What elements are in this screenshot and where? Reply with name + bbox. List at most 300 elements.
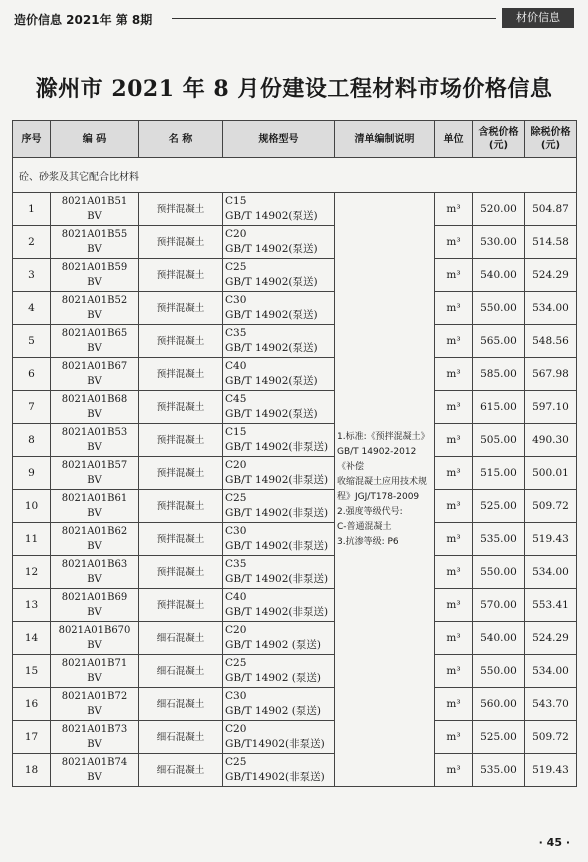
cell-unit [435, 424, 473, 457]
cell-pretax-price [525, 424, 577, 457]
cell-index-line: 18 [24, 763, 39, 776]
cell-note [335, 193, 435, 787]
cell-index-line: 16 [24, 697, 39, 710]
cell-unit [435, 754, 473, 787]
cell-spec-line: GB/T 14902(非泵送) [225, 441, 329, 453]
cell-code [51, 325, 139, 358]
cell-unit [435, 523, 473, 556]
cell-pretax-price-line: 500.01 [532, 466, 569, 479]
cell-pretax-price-line: 524.29 [532, 631, 569, 644]
cell-spec [223, 424, 335, 457]
cell-name-line: 细石混凝土 [156, 764, 205, 776]
cell-spec-line: C20 [225, 459, 247, 471]
cell-tax-price-line: 565.00 [480, 334, 517, 347]
cell-name [139, 391, 223, 424]
cell-pretax-price [525, 292, 577, 325]
cell-tax-price [473, 556, 525, 589]
cell-spec-line: GB/T 14902(泵送) [225, 309, 318, 321]
cell-pretax-price-line: 548.56 [532, 334, 569, 347]
cell-index [13, 292, 51, 325]
cell-name [139, 655, 223, 688]
cell-name [139, 358, 223, 391]
cell-code-line: BV [87, 409, 102, 420]
cell-index-line: 11 [24, 532, 39, 545]
cell-index-line: 9 [28, 466, 35, 479]
cell-code-line: BV [87, 607, 102, 618]
cell-code [51, 622, 139, 655]
cell-index [13, 523, 51, 556]
cell-spec-line: C35 [225, 558, 247, 570]
table-header-row [13, 121, 577, 158]
cell-code-line: 8021A01B65 [61, 328, 128, 339]
cell-index [13, 226, 51, 259]
cell-name [139, 754, 223, 787]
cell-index [13, 490, 51, 523]
cell-pretax-price [525, 622, 577, 655]
cell-unit-line: m³ [446, 235, 461, 248]
cell-spec [223, 523, 335, 556]
cell-tax-price [473, 721, 525, 754]
cell-spec-line: C25 [225, 756, 247, 768]
cell-index-line: 14 [24, 631, 39, 644]
note-line: 收缩混凝土应用技术规 [337, 476, 428, 487]
cell-pretax-price-line: 490.30 [532, 433, 569, 446]
cell-name-line: 细石混凝土 [156, 698, 205, 710]
cell-name [139, 589, 223, 622]
cell-unit-line: m³ [446, 301, 461, 314]
cell-tax-price [473, 523, 525, 556]
table-row [13, 523, 577, 556]
cell-pretax-price [525, 754, 577, 787]
cell-name-line: 细石混凝土 [156, 665, 205, 677]
cell-spec-line: C35 [225, 327, 247, 339]
cell-spec-line: GB/T 14902(非泵送) [225, 573, 329, 585]
cell-name-line: 预拌混凝土 [156, 368, 205, 380]
cell-code [51, 457, 139, 490]
cell-index [13, 721, 51, 754]
cell-pretax-price-line: 534.00 [532, 565, 569, 578]
cell-unit [435, 589, 473, 622]
table-row [13, 655, 577, 688]
cell-index-line: 7 [28, 400, 35, 413]
cell-index [13, 193, 51, 226]
section-badge: 材价信息 [502, 8, 574, 28]
cell-pretax-price-line: 514.58 [532, 235, 569, 248]
cell-tax-price-line: 530.00 [480, 235, 517, 248]
cell-tax-price-line: 525.00 [480, 499, 517, 512]
cell-code-line: 8021A01B69 [61, 592, 128, 603]
cell-index [13, 424, 51, 457]
cell-index [13, 325, 51, 358]
cell-spec-line: GB/T 14902 (泵送) [225, 672, 321, 684]
cell-name [139, 556, 223, 589]
cell-unit [435, 490, 473, 523]
cell-pretax-price [525, 655, 577, 688]
cell-pretax-price [525, 688, 577, 721]
cell-code-line: BV [87, 310, 102, 321]
cell-spec-line: C15 [225, 426, 247, 438]
cell-code-line: BV [87, 772, 102, 783]
cell-spec-line: C25 [225, 261, 247, 273]
cell-tax-price-line: 520.00 [480, 202, 517, 215]
cell-code-line: BV [87, 244, 102, 255]
cell-code [51, 358, 139, 391]
cell-spec-line: GB/T14902(非泵送) [225, 771, 325, 783]
cell-index [13, 457, 51, 490]
cell-unit-line: m³ [446, 730, 461, 743]
cell-spec [223, 622, 335, 655]
col-header-tax-price: 含税价格(元) [473, 121, 525, 158]
cell-tax-price-line: 550.00 [480, 664, 517, 677]
cell-name-line: 预拌混凝土 [156, 500, 205, 512]
cell-pretax-price [525, 457, 577, 490]
cell-index [13, 589, 51, 622]
cell-code [51, 688, 139, 721]
cell-spec [223, 655, 335, 688]
cell-name-line: 预拌混凝土 [156, 599, 205, 611]
table-row [13, 424, 577, 457]
cell-unit [435, 721, 473, 754]
issue-label: 造价信息 2021年 第 8期 [14, 13, 153, 27]
cell-code-line: 8021A01B61 [61, 493, 128, 504]
cell-index [13, 622, 51, 655]
cell-tax-price [473, 292, 525, 325]
table-row [13, 226, 577, 259]
cell-code-line: 8021A01B55 [61, 229, 128, 240]
cell-tax-price-line: 515.00 [480, 466, 517, 479]
cell-code-line: BV [87, 739, 102, 750]
cell-spec-line: C30 [225, 294, 247, 306]
cell-index-line: 10 [24, 499, 39, 512]
cell-pretax-price [525, 490, 577, 523]
cell-code [51, 292, 139, 325]
cell-unit-line: m³ [446, 268, 461, 281]
running-header [14, 8, 574, 30]
cell-spec-line: C45 [225, 393, 247, 405]
cell-pretax-price [525, 193, 577, 226]
cell-name-line: 预拌混凝土 [156, 467, 205, 479]
cell-code-line: BV [87, 640, 102, 651]
cell-unit [435, 292, 473, 325]
col-header-name: 名 称 [139, 121, 223, 158]
cell-spec-line: C25 [225, 492, 247, 504]
cell-tax-price [473, 325, 525, 358]
cell-code-line: 8021A01B52 [61, 295, 128, 306]
cell-name [139, 523, 223, 556]
category-label: 砼、砂浆及其它配合比材料 [13, 158, 577, 193]
cell-unit [435, 259, 473, 292]
cell-unit [435, 391, 473, 424]
cell-unit [435, 655, 473, 688]
cell-pretax-price-line: 543.70 [532, 697, 569, 710]
cell-unit-line: m³ [446, 664, 461, 677]
cell-unit-line: m³ [446, 334, 461, 347]
cell-spec-line: GB/T 14902(非泵送) [225, 474, 329, 486]
cell-spec-line: GB/T 14902(泵送) [225, 342, 318, 354]
cell-tax-price [473, 754, 525, 787]
cell-index-line: 8 [28, 433, 35, 446]
cell-name-line: 预拌混凝土 [156, 203, 205, 215]
cell-index-line: 15 [24, 664, 39, 677]
cell-spec-line: GB/T 14902(泵送) [225, 375, 318, 387]
cell-code [51, 721, 139, 754]
note-line: C-普通混凝土 [337, 521, 392, 532]
cell-spec-line: C25 [225, 657, 247, 669]
cell-index-line: 12 [24, 565, 39, 578]
cell-unit [435, 325, 473, 358]
cell-code-line: 8021A01B62 [61, 526, 128, 537]
table-row [13, 259, 577, 292]
header-rule [172, 18, 496, 19]
cell-spec [223, 292, 335, 325]
price-table [12, 120, 577, 787]
table-row [13, 589, 577, 622]
cell-unit-line: m³ [446, 499, 461, 512]
cell-spec-line: GB/T 14902(非泵送) [225, 606, 329, 618]
cell-tax-price [473, 655, 525, 688]
cell-code-line: BV [87, 541, 102, 552]
cell-name-line: 预拌混凝土 [156, 566, 205, 578]
cell-spec [223, 457, 335, 490]
cell-code-line: 8021A01B73 [61, 724, 128, 735]
cell-spec-line: C40 [225, 360, 247, 372]
col-header-spec: 规格型号 [223, 121, 335, 158]
cell-code [51, 424, 139, 457]
col-header-index: 序号 [13, 121, 51, 158]
cell-code-line: BV [87, 211, 102, 222]
cell-code [51, 655, 139, 688]
cell-pretax-price-line: 534.00 [532, 301, 569, 314]
cell-tax-price [473, 193, 525, 226]
cell-unit-line: m³ [446, 697, 461, 710]
cell-unit [435, 622, 473, 655]
cell-code [51, 193, 139, 226]
cell-name [139, 490, 223, 523]
cell-unit-line: m³ [446, 631, 461, 644]
cell-pretax-price [525, 523, 577, 556]
cell-tax-price [473, 424, 525, 457]
cell-tax-price-line: 585.00 [480, 367, 517, 380]
cell-spec-line: GB/T 14902(非泵送) [225, 540, 329, 552]
cell-pretax-price [525, 325, 577, 358]
cell-code-line: 8021A01B53 [61, 427, 128, 438]
cell-code-line: BV [87, 508, 102, 519]
cell-spec [223, 325, 335, 358]
cell-code [51, 391, 139, 424]
table-row [13, 721, 577, 754]
cell-code-line: BV [87, 376, 102, 387]
cell-name [139, 424, 223, 457]
cell-code-line: BV [87, 343, 102, 354]
cell-pretax-price-line: 509.72 [532, 730, 569, 743]
cell-spec [223, 556, 335, 589]
cell-tax-price [473, 358, 525, 391]
table-row [13, 490, 577, 523]
cell-code [51, 259, 139, 292]
table-row [13, 688, 577, 721]
col-header-unit: 单位 [435, 121, 473, 158]
cell-unit-line: m³ [446, 532, 461, 545]
table-row [13, 622, 577, 655]
cell-code-line: 8021A01B68 [61, 394, 128, 405]
cell-spec-line: C15 [225, 195, 247, 207]
col-header-code: 编 码 [51, 121, 139, 158]
cell-pretax-price-line: 519.43 [532, 532, 569, 545]
cell-spec [223, 358, 335, 391]
cell-spec [223, 754, 335, 787]
cell-spec-line: C30 [225, 690, 247, 702]
cell-index-line: 17 [24, 730, 39, 743]
cell-spec-line: GB/T 14902(泵送) [225, 408, 318, 420]
cell-index [13, 391, 51, 424]
cell-tax-price-line: 540.00 [480, 268, 517, 281]
cell-code-line: BV [87, 706, 102, 717]
table-row [13, 457, 577, 490]
cell-pretax-price [525, 391, 577, 424]
cell-spec [223, 589, 335, 622]
cell-tax-price [473, 259, 525, 292]
cell-code [51, 556, 139, 589]
note-line: 程》JGJ/T178-2009 [337, 491, 420, 502]
cell-name [139, 622, 223, 655]
cell-pretax-price [525, 259, 577, 292]
cell-code-line: BV [87, 673, 102, 684]
cell-unit-line: m³ [446, 202, 461, 215]
cell-index [13, 358, 51, 391]
cell-tax-price [473, 226, 525, 259]
table-row [13, 556, 577, 589]
cell-unit-line: m³ [446, 565, 461, 578]
cell-tax-price [473, 457, 525, 490]
note-line: GB/T 14902-2012《补偿 [337, 446, 417, 472]
cell-index-line: 6 [28, 367, 35, 380]
cell-unit-line: m³ [446, 466, 461, 479]
cell-name-line: 细石混凝土 [156, 632, 205, 644]
cell-index-line: 2 [28, 235, 35, 248]
cell-code-line: 8021A01B67 [61, 361, 128, 372]
cell-tax-price-line: 505.00 [480, 433, 517, 446]
cell-spec [223, 490, 335, 523]
cell-spec [223, 193, 335, 226]
cell-unit-line: m³ [446, 763, 461, 776]
col-header-pretax-price: 除税价格(元) [525, 121, 577, 158]
cell-name [139, 325, 223, 358]
category-row [13, 158, 577, 193]
cell-pretax-price-line: 567.98 [532, 367, 569, 380]
cell-pretax-price-line: 509.72 [532, 499, 569, 512]
cell-pretax-price [525, 556, 577, 589]
cell-tax-price [473, 688, 525, 721]
cell-spec [223, 259, 335, 292]
cell-spec-line: C30 [225, 525, 247, 537]
table-row [13, 391, 577, 424]
cell-name-line: 预拌混凝土 [156, 434, 205, 446]
cell-unit-line: m³ [446, 400, 461, 413]
cell-name [139, 721, 223, 754]
table-row [13, 358, 577, 391]
cell-tax-price-line: 535.00 [480, 532, 517, 545]
cell-code-line: BV [87, 277, 102, 288]
cell-name-line: 预拌混凝土 [156, 269, 205, 281]
cell-index-line: 5 [28, 334, 35, 347]
table-row [13, 193, 577, 226]
cell-code [51, 589, 139, 622]
cell-unit-line: m³ [446, 367, 461, 380]
cell-index-line: 1 [28, 202, 35, 215]
cell-code-line: 8021A01B59 [61, 262, 128, 273]
cell-pretax-price-line: 553.41 [532, 598, 569, 611]
cell-pretax-price-line: 534.00 [532, 664, 569, 677]
cell-pretax-price-line: 504.87 [532, 202, 569, 215]
cell-name-line: 预拌混凝土 [156, 401, 205, 413]
cell-spec-line: GB/T 14902(泵送) [225, 276, 318, 288]
cell-spec-line: GB/T14902(非泵送) [225, 738, 325, 750]
note-line: 2.强度等级代号: [337, 506, 403, 517]
cell-tax-price-line: 570.00 [480, 598, 517, 611]
cell-pretax-price-line: 519.43 [532, 763, 569, 776]
table-row [13, 325, 577, 358]
col-header-note: 清单编制说明 [335, 121, 435, 158]
cell-code-line: BV [87, 574, 102, 585]
cell-code [51, 754, 139, 787]
cell-spec-line: GB/T 14902(非泵送) [225, 507, 329, 519]
cell-name [139, 457, 223, 490]
cell-name-line: 预拌混凝土 [156, 302, 205, 314]
page-title: 滁州市 2021 年 8 月份建设工程材料市场价格信息 [35, 76, 553, 102]
cell-tax-price-line: 525.00 [480, 730, 517, 743]
cell-code-line: BV [87, 475, 102, 486]
cell-name [139, 226, 223, 259]
cell-pretax-price-line: 524.29 [532, 268, 569, 281]
cell-index [13, 754, 51, 787]
cell-code-line: 8021A01B72 [61, 691, 128, 702]
cell-name-line: 细石混凝土 [156, 731, 205, 743]
cell-unit [435, 556, 473, 589]
cell-tax-price-line: 540.00 [480, 631, 517, 644]
cell-tax-price-line: 560.00 [480, 697, 517, 710]
cell-spec [223, 391, 335, 424]
cell-spec [223, 226, 335, 259]
cell-unit [435, 193, 473, 226]
cell-name-line: 预拌混凝土 [156, 533, 205, 545]
cell-pretax-price [525, 226, 577, 259]
note-line: 3.抗渗等级: P6 [337, 536, 399, 547]
cell-spec [223, 688, 335, 721]
cell-code-line: 8021A01B57 [61, 460, 128, 471]
cell-tax-price [473, 490, 525, 523]
cell-name-line: 预拌混凝土 [156, 335, 205, 347]
cell-tax-price-line: 535.00 [480, 763, 517, 776]
cell-code [51, 523, 139, 556]
cell-tax-price-line: 550.00 [480, 301, 517, 314]
cell-code-line: 8021A01B63 [61, 559, 128, 570]
cell-name [139, 688, 223, 721]
table-row [13, 292, 577, 325]
cell-pretax-price [525, 721, 577, 754]
cell-spec [223, 721, 335, 754]
cell-index-line: 3 [28, 268, 35, 281]
cell-tax-price [473, 589, 525, 622]
cell-code [51, 490, 139, 523]
cell-pretax-price [525, 589, 577, 622]
cell-spec-line: GB/T 14902(泵送) [225, 243, 318, 255]
cell-spec-line: C20 [225, 228, 247, 240]
cell-unit-line: m³ [446, 433, 461, 446]
cell-tax-price-line: 615.00 [480, 400, 517, 413]
cell-name [139, 259, 223, 292]
cell-spec-line: GB/T 14902 (泵送) [225, 639, 321, 651]
cell-name [139, 292, 223, 325]
